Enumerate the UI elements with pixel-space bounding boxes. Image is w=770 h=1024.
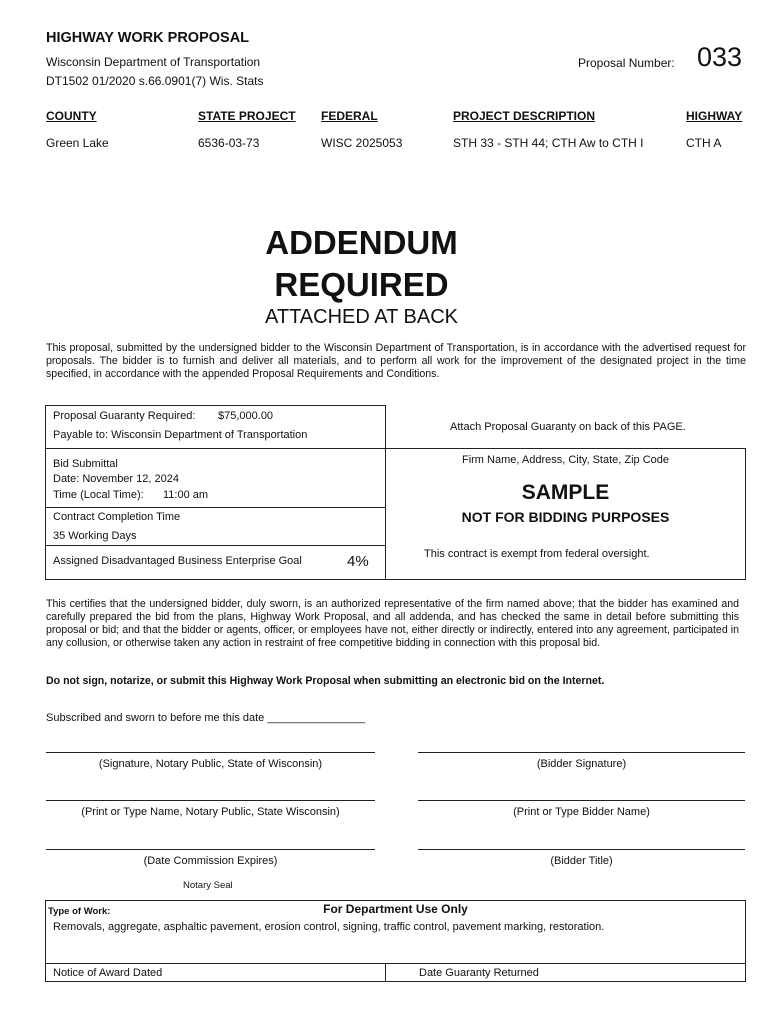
award-notice-field: Notice of Award Dated [53,967,163,979]
federal-value: WISC 2025053 [321,136,403,150]
commission-line[interactable] [46,849,375,850]
addendum-line-1: ADDENDUM [265,224,458,261]
firm-label: Firm Name, Address, City, State, Zip Code [461,454,670,466]
dbe-goal-label: Assigned Disadvantaged Business Enterprise Goal [53,555,302,567]
bid-date: Date: November 12, 2024 [53,473,179,485]
department-use-title: For Department Use Only [323,902,468,916]
bidder-title-caption: (Bidder Title) [550,855,613,867]
notary-signature-line[interactable] [46,752,375,753]
bid-time-label: Time (Local Time): [53,489,144,501]
dbe-goal-value: 4% [347,553,369,570]
county-header: COUNTY [46,109,97,123]
electronic-bid-warning: Do not sign, notarize, or submit this Highway Work Proposal when submitting an electronic bid on the Internet. [46,675,605,687]
state-project-value: 6536-03-73 [198,136,260,150]
certification-paragraph: This certifies that the undersigned bidder, duly sworn, is an authorized representative of the firm named above; that the bidder has examined and carefully prepared the bid from the plans, Highway Work Proposal, and all addenda, and has checked the same in detail before submitting this proposal or bid; and that the bidder or agents, officer, or employees have not, either directly or indirectly, entered into any agreement, participated in any collusion, or otherwise taken any action in restraint of free competitive bidding in connection with this proposal bid. [46,598,739,649]
intro-paragraph: This proposal, submitted by the undersigned bidder to the Wisconsin Department of Transportation, is in accordance with the advertised request for proposals. The bidder is to furnish and deliver all materials, and to perform all work for the improvement of the designated project in the time specified, in accordance with the appended Proposal Requirements and Conditions. [46,342,746,380]
commission-caption: (Date Commission Expires) [143,855,278,867]
bidder-signature-caption: (Bidder Signature) [536,758,627,770]
guaranty-returned-field: Date Guaranty Returned [419,967,539,979]
divider [385,963,386,982]
state-project-header: STATE PROJECT [198,109,296,123]
type-of-work-label: Type of Work: [48,906,111,917]
divider [45,545,386,546]
completion-value: 35 Working Days [53,530,137,542]
bid-time-value: 11:00 am [163,489,209,501]
sworn-statement: Subscribed and sworn to before me this date ________________ [46,712,366,724]
project-description-header: PROJECT DESCRIPTION [453,109,596,123]
department-name: Wisconsin Department of Transportation [46,55,261,69]
proposal-number: 033 [697,42,743,72]
addendum-line-3: ATTACHED AT BACK [265,306,458,328]
proposal-number-label: Proposal Number: [578,56,675,70]
notary-seal-label: Notary Seal [183,880,233,891]
type-of-work-value: Removals, aggregate, asphaltic pavement, erosion control, signing, traffic control, pavement marking, restoration. [53,921,605,933]
county-value: Green Lake [46,136,109,150]
form-number: DT1502 01/2020 s.66.0901(7) Wis. Stats [46,74,264,88]
bidder-title-line[interactable] [418,849,745,850]
divider [45,507,386,508]
bid-submittal-title: Bid Submittal [53,458,118,470]
guaranty-required-value: $75,000.00 [218,410,274,422]
notary-name-line[interactable] [46,800,375,801]
highway-header: HIGHWAY [686,109,743,123]
notary-name-caption: (Print or Type Name, Notary Public, State Wisconsin) [81,806,340,818]
bidder-name-line[interactable] [418,800,745,801]
not-for-bidding: NOT FOR BIDDING PURPOSES [461,509,670,525]
notary-signature-caption: (Signature, Notary Public, State of Wisconsin) [98,758,323,770]
guaranty-payable: Payable to: Wisconsin Department of Transportation [53,429,308,441]
completion-title: Contract Completion Time [53,511,181,523]
federal-header: FEDERAL [321,109,378,123]
bidder-name-caption: (Print or Type Bidder Name) [513,806,650,818]
highway-value: CTH A [686,136,722,150]
guaranty-required-label: Proposal Guaranty Required: [53,410,196,422]
project-description-value: STH 33 - STH 44; CTH Aw to CTH I [453,136,644,150]
page-title: HIGHWAY WORK PROPOSAL [46,30,250,46]
sample-stamp: SAMPLE [521,481,610,504]
guaranty-attach-note: Attach Proposal Guaranty on back of this PAGE. [450,421,686,433]
federal-exempt-note: This contract is exempt from federal oversight. [424,548,650,560]
addendum-line-2: REQUIRED [274,266,449,303]
bidder-signature-line[interactable] [418,752,745,753]
divider [45,963,746,964]
